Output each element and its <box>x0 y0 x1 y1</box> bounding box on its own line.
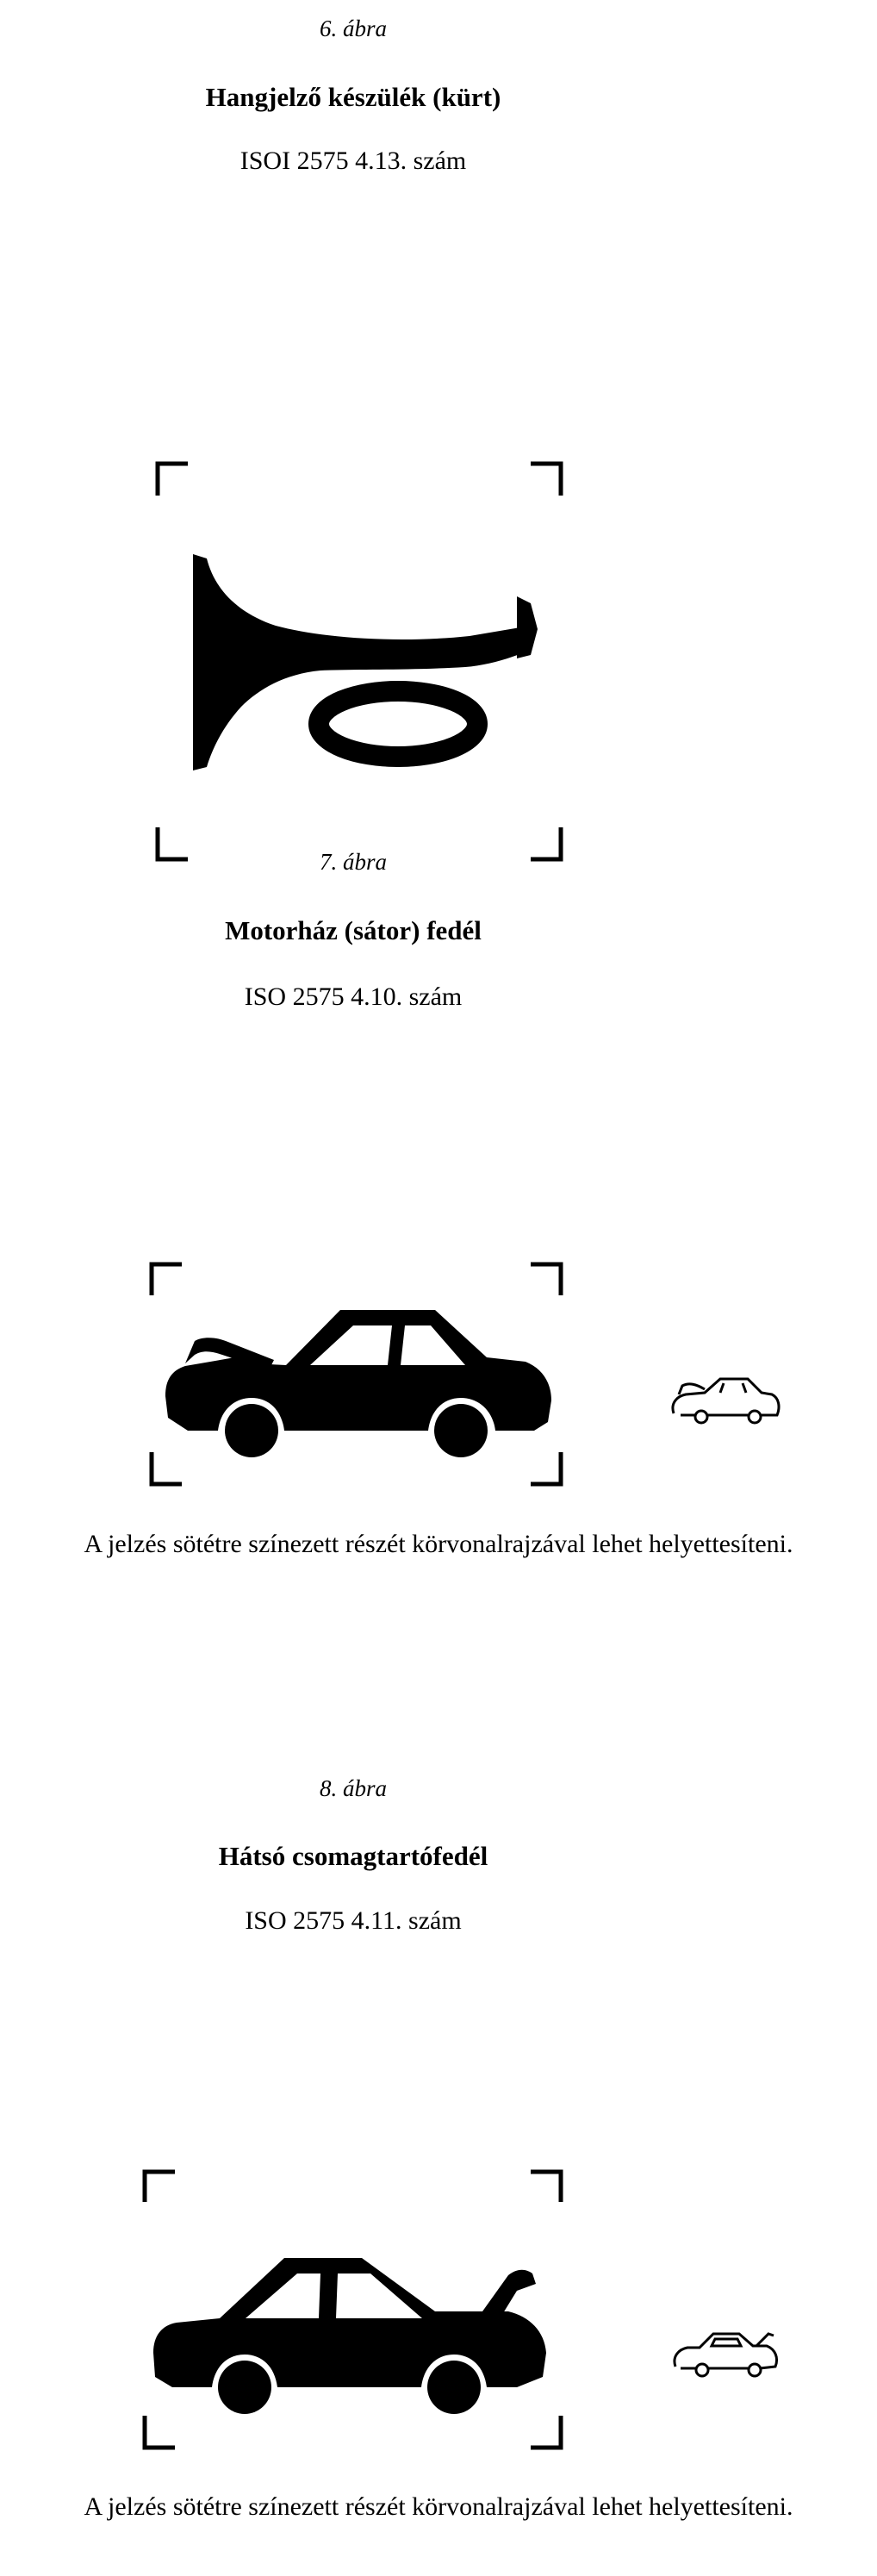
figure-note: A jelzés sötétre színezett részét körvonalrajzával lehet helyettesíteni. <box>84 1530 793 1558</box>
car-trunk-open-outline-icon <box>675 2334 777 2376</box>
frame-corner-top-right <box>531 2172 561 2202</box>
figure-title: Hátsó csomagtartófedél <box>218 1841 488 1871</box>
figure-standard: ISO 2575 4.11. szám <box>245 1906 462 1935</box>
figure-caption: 6. ábra <box>319 16 387 41</box>
figure-standard: ISOI 2575 4.13. szám <box>239 147 467 175</box>
figure-title: Hangjelző készülék (kürt) <box>205 82 501 112</box>
frame-corner-top-right <box>531 464 561 496</box>
figure-caption: 8. ábra <box>319 1775 387 1801</box>
horn-icon <box>193 554 538 770</box>
car-trunk-open-icon <box>153 2258 546 2414</box>
figure-caption: 7. ábra <box>319 849 387 875</box>
frame-corner-top-right <box>531 1264 561 1295</box>
symbol-frame <box>0 1051 877 1534</box>
symbol-frame <box>0 224 877 707</box>
figure-title: Motorház (sátor) fedél <box>225 915 482 945</box>
car-hood-open-icon <box>165 1310 551 1457</box>
figure-note: A jelzés sötétre színezett részét körvonalrajzával lehet helyettesíteni. <box>84 2492 793 2521</box>
symbol-frame <box>0 1956 877 2473</box>
frame-corner-bottom-right <box>531 1452 561 1484</box>
frame-corner-bottom-left <box>145 2416 175 2448</box>
car-hood-open-outline-icon <box>673 1379 779 1423</box>
frame-corner-top-left <box>158 464 188 496</box>
frame-corner-top-left <box>145 2172 175 2202</box>
frame-corner-top-left <box>152 1264 182 1295</box>
frame-corner-bottom-left <box>152 1452 182 1484</box>
frame-corner-bottom-right <box>531 2416 561 2448</box>
figure-standard: ISO 2575 4.10. szám <box>244 982 463 1011</box>
